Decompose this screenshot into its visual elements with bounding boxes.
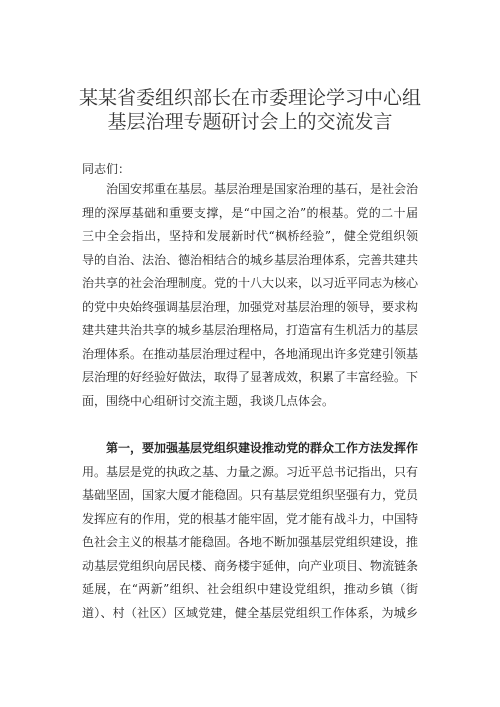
section-heading: 第一，要加强基层党组织建设推动党的群众工作方法发挥作 — [106, 441, 418, 455]
text-line: 发挥应有的作用，党的根基才能牢固，党才能有战斗力，中国特 — [82, 511, 418, 526]
text-line: 建共建共治共享的城乡基层治理格局，打造富有生机活力的基层 — [82, 323, 418, 337]
text-line: 三中全会指出，坚持和发展新时代“枫桥经验”，健全党组织领 — [82, 229, 418, 243]
text-line: 治国安邦重在基层。基层治理是国家治理的基石，是社会治 — [106, 182, 418, 196]
text-line: 道）、村（社区）区域党建，健全基层党组织工作体系，为城乡 — [82, 605, 418, 620]
text-line: 治共享的社会治理制度。党的十八大以来，以习近平同志为核心 — [82, 276, 418, 290]
text-line: 动基层党组织向居民楼、商务楼宇延伸，向产业项目、物流链条 — [82, 558, 418, 573]
text-line: 理的深厚基础和重要支撑，是“中国之治”的根基。党的二十届 — [82, 205, 418, 220]
text-line: 基础坚固，国家大厦才能稳固。只有基层党组织坚强有力，党员 — [82, 488, 418, 502]
paragraph-intro — [82, 178, 418, 413]
paragraph-point-one — [82, 437, 418, 625]
text-line: 层治理的好经验好做法，取得了显著成效，积累了丰富经验。下 — [82, 370, 418, 384]
text-line: 导的自治、法治、德治相结合的城乡基层治理体系，完善共建共 — [82, 252, 418, 267]
text-line: 色社会主义的根基才能稳固。各地不断加强基层党组织建设，推 — [82, 535, 418, 549]
text-line: 用。基层是党的执政之基、力量之源。习近平总书记指出，只有 — [82, 464, 418, 479]
salutation: 同志们： — [82, 162, 131, 176]
text-line: 面，围绕中心组研讨交流主题，我谈几点体会。 — [82, 393, 335, 408]
title-line: 某某省委组织部长在市委理论学习中心组 — [78, 87, 421, 109]
text-line: 治理体系。在推动基层治理过程中，各地涌现出许多党建引领基 — [82, 346, 418, 361]
text-line: 的党中央始终强调基层治理，加强党对基层治理的领导，要求构 — [82, 299, 418, 314]
title-line: 基层治理专题研讨会上的交流发言 — [107, 111, 393, 133]
document-title — [60, 86, 440, 134]
text-line: 延展，在“两新”组织、社会组织中建设党组织，推动乡镇（街 — [82, 582, 418, 596]
